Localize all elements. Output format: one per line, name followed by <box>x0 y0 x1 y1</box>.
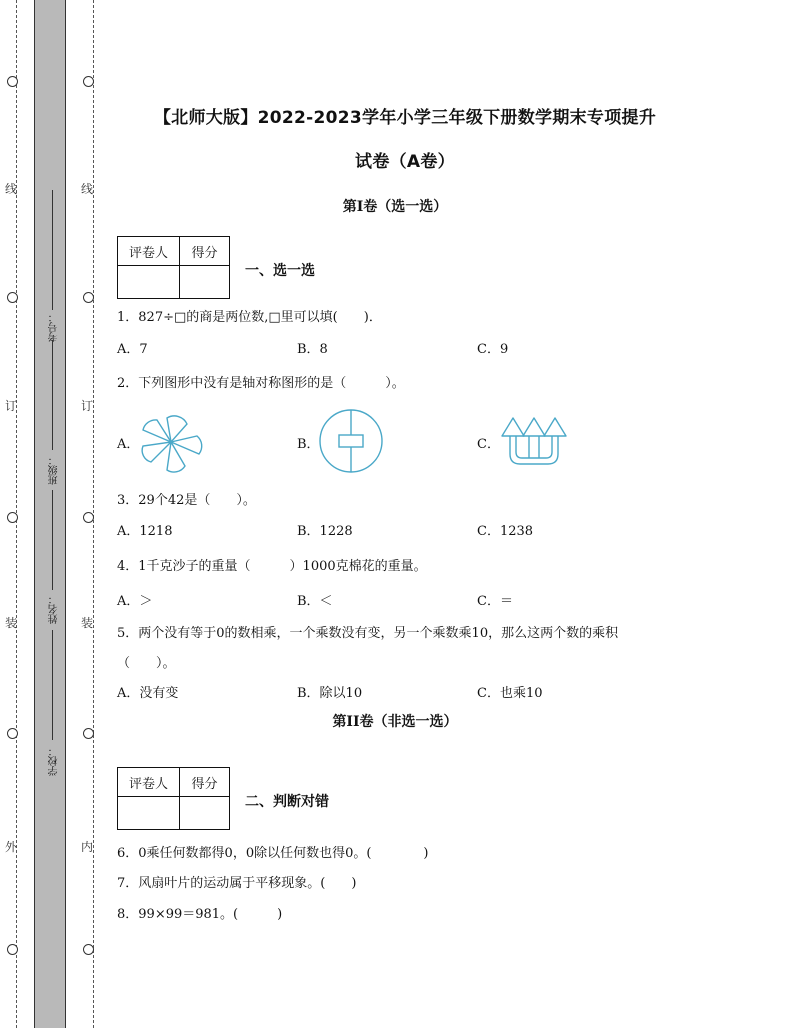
option-b: B．＜ <box>297 594 333 609</box>
field-line <box>52 340 53 450</box>
score-box <box>117 767 230 830</box>
binding-hole <box>7 944 18 955</box>
question-4: 4．1千克沙子的重量（ ）1000克棉花的重量。 <box>117 559 427 574</box>
binding-hole <box>7 728 18 739</box>
binding-hole <box>7 292 18 303</box>
reviewer-cell[interactable] <box>118 797 180 830</box>
margin-char-xian: 线 <box>81 182 94 196</box>
score-label: 得分 <box>180 768 230 797</box>
score-label: 得分 <box>180 237 230 266</box>
field-line <box>52 630 53 740</box>
exam-number-label: 考号： <box>49 312 60 342</box>
question-1: 1．827÷□的商是两位数,□里可以填( )． <box>117 310 382 325</box>
option-c: C． <box>477 437 500 452</box>
binding-hole <box>83 76 94 87</box>
option-b: B．除以10 <box>297 686 363 701</box>
part-title-choice: 一、选一选 <box>245 263 315 279</box>
score-cell[interactable] <box>180 797 230 830</box>
option-c: C．1238 <box>477 524 534 539</box>
document-title: 【北师大版】2022-2023学年小学三年级下册数学期末专项提升 <box>153 108 657 128</box>
option-c: C．也乘10 <box>477 686 543 701</box>
margin-char-zhuang: 装 <box>5 616 18 630</box>
section-heading-2: 第II卷（非选一选） <box>332 714 458 730</box>
question-7: 7．风扇叶片的运动属于平移现象。( ) <box>117 876 357 891</box>
school-label: 学校： <box>49 746 60 776</box>
section-heading-1: 第I卷（选一选） <box>342 199 448 215</box>
margin-char-ding: 订 <box>5 399 18 413</box>
question-5: 5．两个没有等于0的数相乘，一个乘数没有变，另一个乘数乘10，那么这两个数的乘积 <box>117 626 619 641</box>
score-cell[interactable] <box>180 266 230 299</box>
question-6: 6．0乘任何数都得0，0除以任何数也得0。( ) <box>117 846 429 861</box>
class-label: 班级： <box>49 455 60 485</box>
name-label: 姓名： <box>49 594 60 624</box>
binding-hole <box>83 728 94 739</box>
option-c: C．9 <box>477 342 509 357</box>
question-2: 2．下列图形中没有是轴对称图形的是（ ）。 <box>117 376 405 391</box>
question-3: 3．29个42是（ ）。 <box>117 493 256 508</box>
arrows-figure <box>496 414 572 468</box>
circle-figure <box>318 408 384 474</box>
margin-char-xian: 线 <box>5 182 18 196</box>
option-c: C．＝ <box>477 594 513 609</box>
option-a: A．1218 <box>117 524 173 539</box>
option-a: A．7 <box>117 342 148 357</box>
option-a: A． <box>117 437 140 452</box>
field-line <box>52 490 53 590</box>
option-a: A．没有变 <box>117 686 179 701</box>
binding-hole <box>83 512 94 523</box>
question-8: 8．99×99＝981。( ) <box>117 907 283 922</box>
margin-char-ding: 订 <box>81 399 94 413</box>
reviewer-label: 评卷人 <box>118 768 180 797</box>
option-b: B．8 <box>297 342 328 357</box>
binding-band <box>34 0 66 1028</box>
binding-hole <box>83 292 94 303</box>
option-a: A．＞ <box>117 594 153 609</box>
document-title-line2: 试卷（A卷） <box>355 152 455 172</box>
reviewer-label: 评卷人 <box>118 237 180 266</box>
field-line <box>52 190 53 310</box>
pinwheel-figure <box>137 412 209 474</box>
margin-char-nei: 内 <box>81 840 94 854</box>
binding-hole <box>83 944 94 955</box>
binding-hole <box>7 512 18 523</box>
part-title-judge: 二、判断对错 <box>245 794 329 810</box>
option-b: B． <box>297 437 320 452</box>
binding-hole <box>7 76 18 87</box>
reviewer-cell[interactable] <box>118 266 180 299</box>
margin-char-zhuang: 装 <box>81 616 94 630</box>
score-box <box>117 236 230 299</box>
question-5-continuation: （ ）。 <box>117 656 176 671</box>
margin-char-wai: 外 <box>5 840 18 854</box>
option-b: B．1228 <box>297 524 353 539</box>
